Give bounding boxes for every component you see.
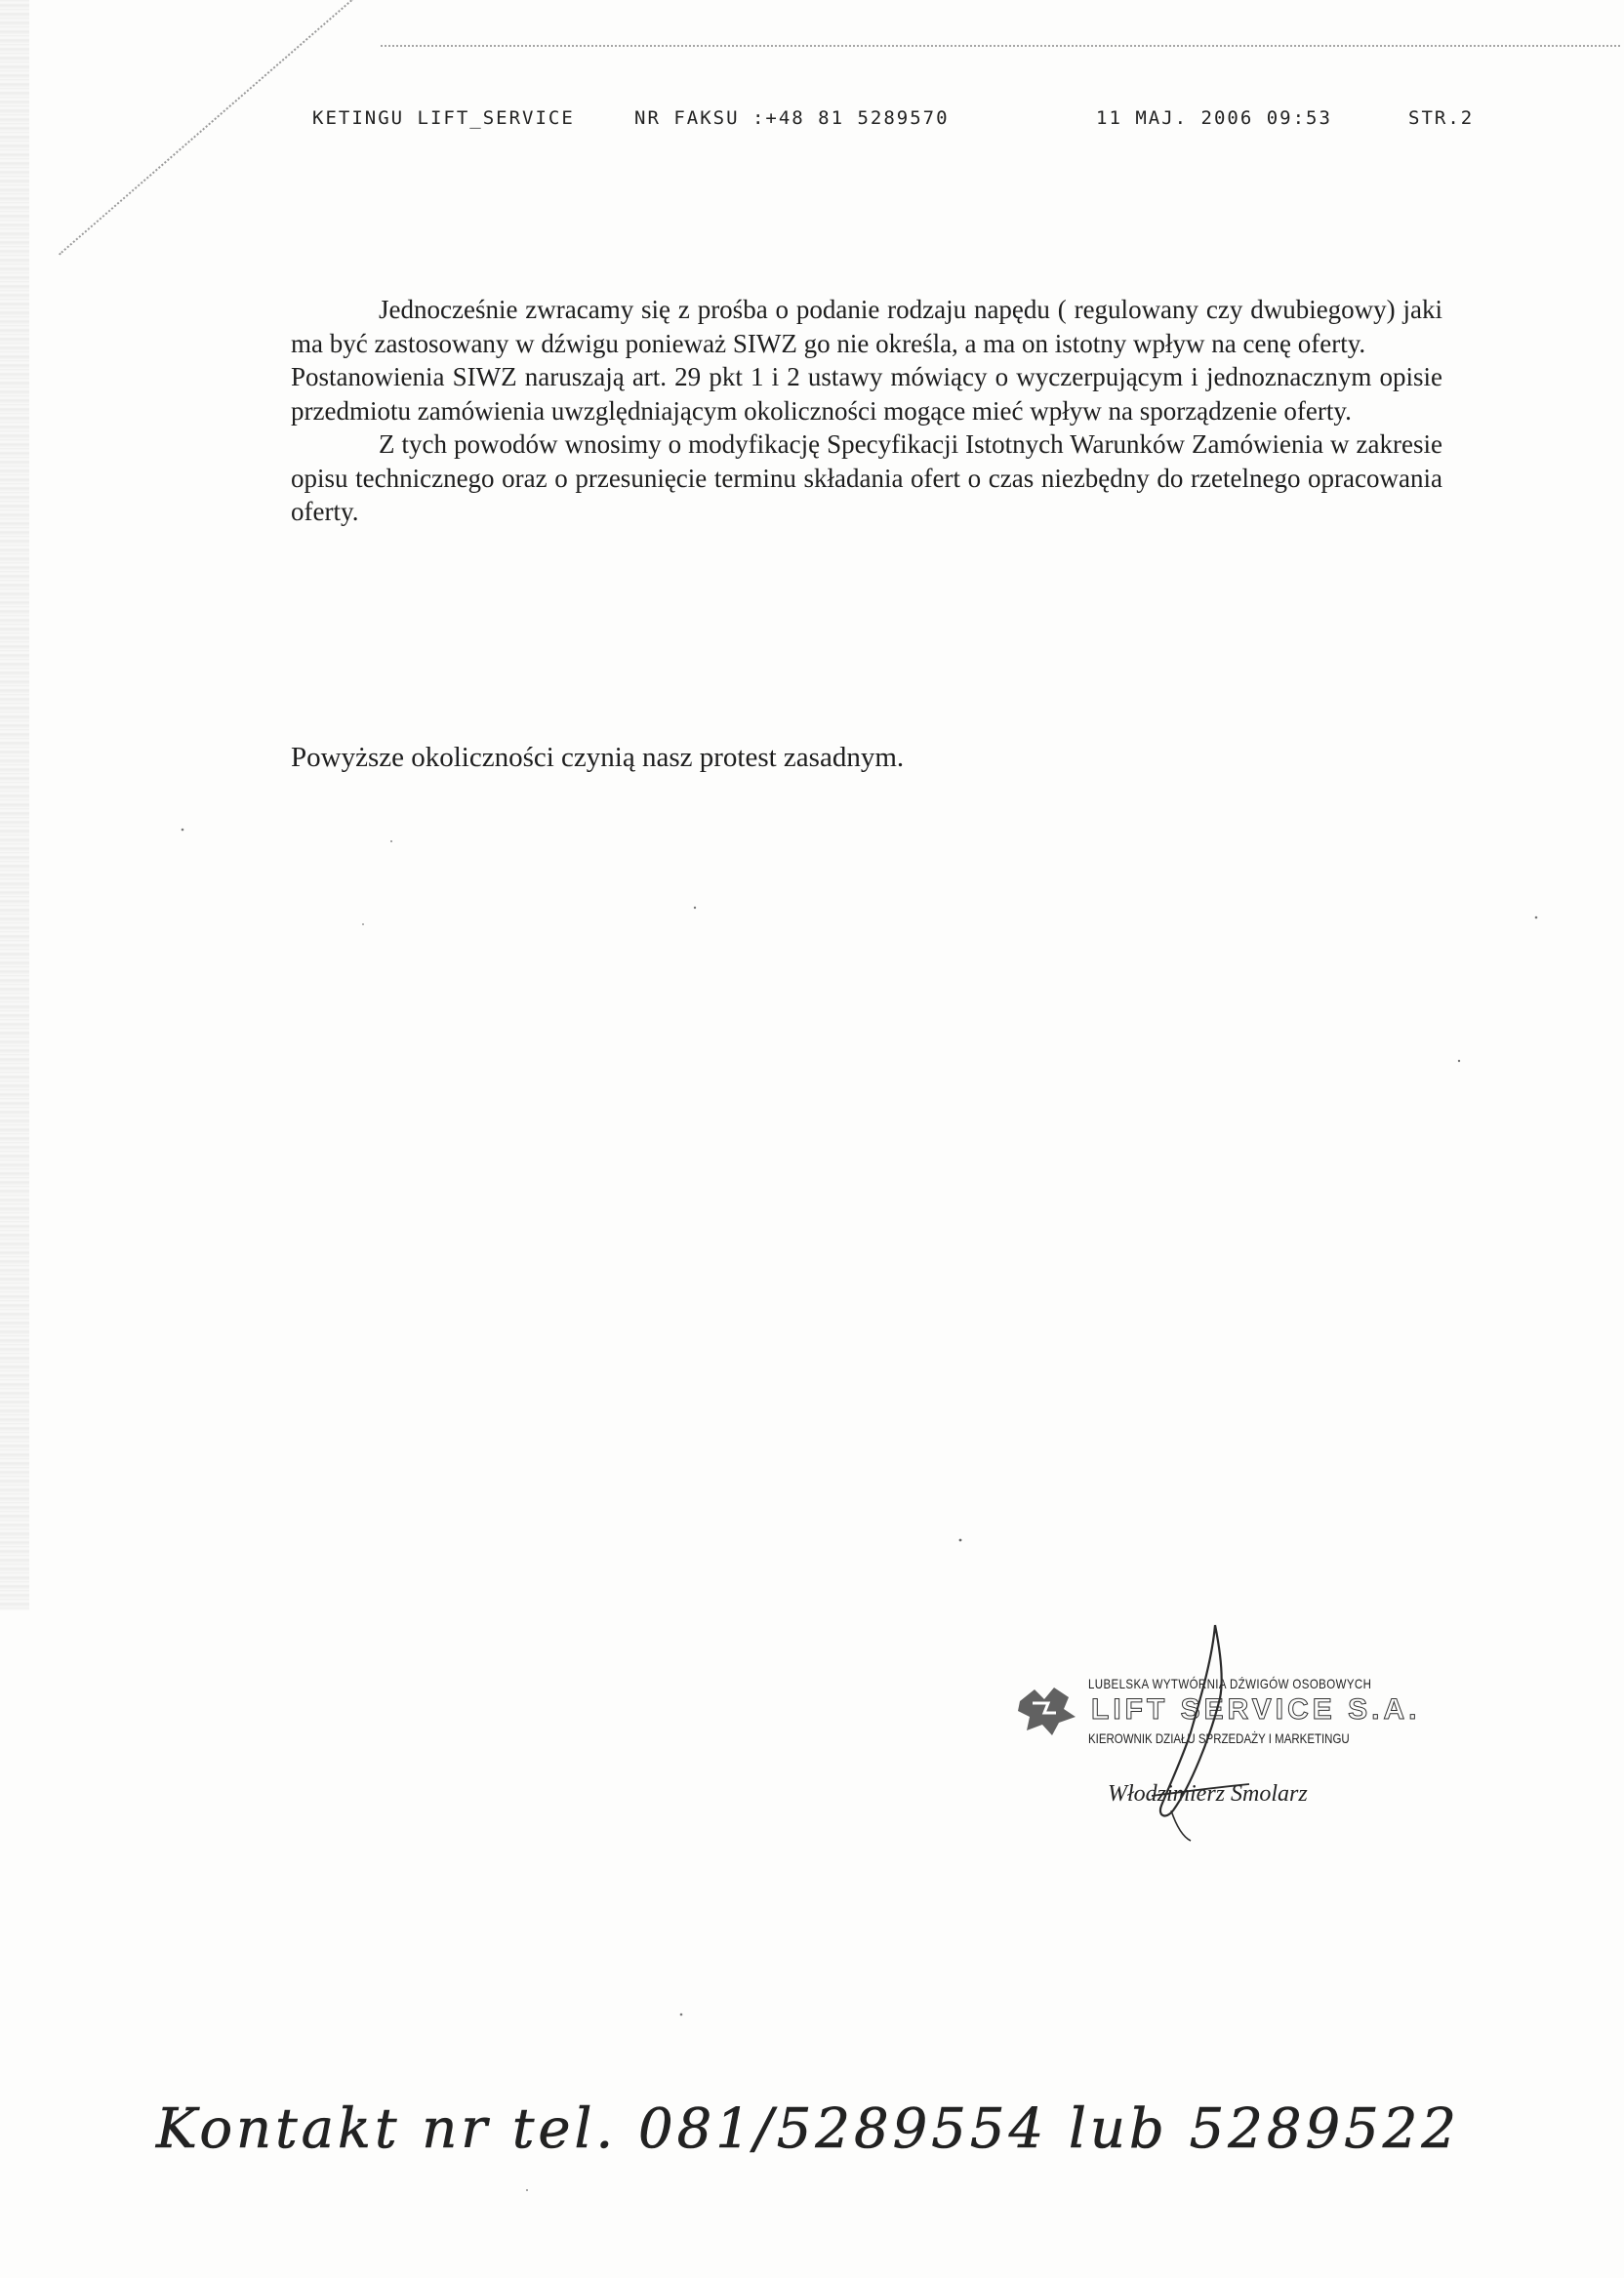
- paragraph-drive-type: Jednocześnie zwracamy się z prośba o podanie rodzaju napędu ( regulowany czy dwubiegowy) jaki ma być zastosowany w dźwigu ponieważ SIWZ go nie określa, a ma on istotny wpływ na cenę oferty.: [291, 295, 1442, 358]
- stamp-person-name: Włodzimierz Smolarz: [1108, 1781, 1308, 1807]
- fax-header: [312, 107, 1483, 137]
- handwritten-signature: [1122, 1620, 1279, 1845]
- handwritten-contact-text: Kontakt nr tel. 081/5289554 lub 5289522: [156, 2097, 1461, 2161]
- stamp-company-full-name: LUBELSKA WYTWÓRNIA DŹWIGÓW OSOBOWYCH: [1088, 1676, 1372, 1691]
- handwritten-contact-note: [156, 2069, 1461, 2186]
- stamp-position: KIEROWNIK DZIAŁU SPRZEDAŻY I MARKETINGU: [1088, 1730, 1350, 1746]
- fax-datetime: 11 MAJ. 2006 09:53: [1096, 107, 1332, 129]
- fax-page-number: STR.2: [1408, 107, 1475, 129]
- paragraph-modification-request: Z tych powodów wnosimy o modyfikację Specyfikacji Istotnych Warunków Zamówienia w zakresie opisu technicznego oraz o przesunięcie terminu składania ofert o czas niezbędny do rzetelnego opracowania oferty.: [291, 429, 1442, 526]
- stamp-company-name: LIFT SERVICE S.A.: [1091, 1693, 1421, 1726]
- fold-crease: [59, 0, 355, 256]
- letter-body: [291, 293, 1442, 529]
- fax-top-border: [381, 45, 1620, 47]
- fax-sender: KETINGU LIFT_SERVICE: [312, 107, 575, 129]
- company-logo-icon: [1015, 1682, 1083, 1740]
- scan-edge-noise: [0, 0, 29, 1610]
- paragraph-siwz-violation: Postanowienia SIWZ naruszają art. 29 pkt 1 i 2 ustawy mówiący o wyczerpującym i jednoznacznym opisie przedmiotu zamówienia uwzględniającym okoliczności mogące mieć wpływ na sporządzenie oferty.: [291, 362, 1442, 426]
- fax-number: NR FAKSU :+48 81 5289570: [634, 107, 950, 129]
- closing-statement: Powyższe okoliczności czynią nasz protest zasadnym.: [291, 742, 905, 773]
